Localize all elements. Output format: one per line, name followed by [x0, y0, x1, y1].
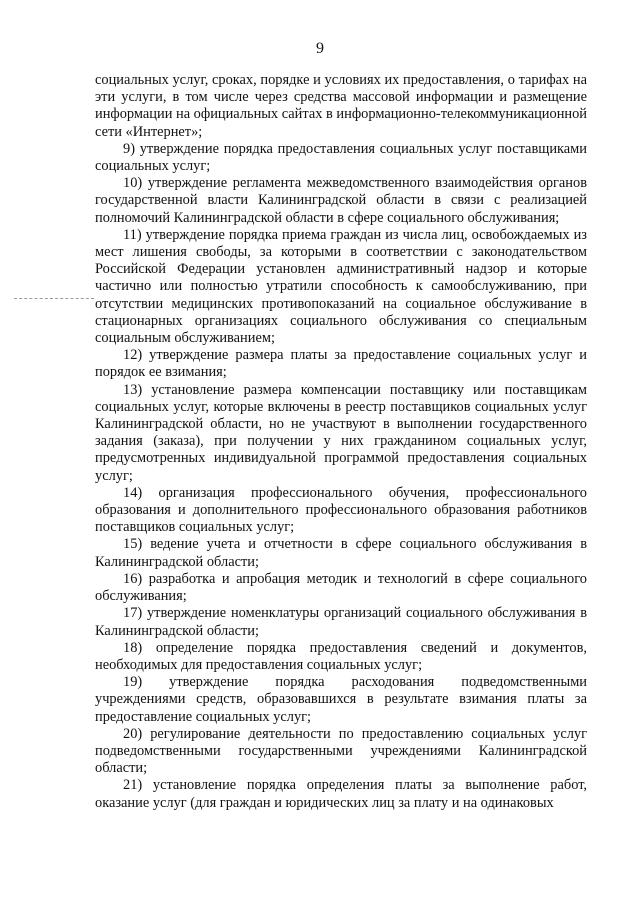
paragraph-item-14: 14) организация профессионального обучения, профессионального образования и дополнительного профессионального образования работников поставщиков социальных услуг; [95, 484, 587, 536]
paragraph-item-13: 13) установление размера компенсации поставщику или поставщикам социальных услуг, которые включены в реестр поставщиков социальных услуг Калининградской области, но не участвуют в выполнении государственного задания (заказа), при получении у них гражданином социальных услуг, предусмотренных индивидуальной программой предоставления социальных услуг; [95, 381, 587, 484]
paragraph-item-12: 12) утверждение размера платы за предоставление социальных услуг и порядок ее взимания; [95, 347, 587, 381]
paragraph-continuation: социальных услуг, сроках, порядке и условиях их предоставления, о тарифах на эти услуги, в том числе через средства массовой информации и размещение информации на официальных сайтах в информационно-телекоммуникационной сети «Интернет»; [95, 72, 587, 140]
paragraph-item-11: 11) утверждение порядка приема граждан из числа лиц, освобождаемых из мест лишения свободы, за которыми в соответствии с законодательством Российской Федерации установлен административный надзор и которые частично или полностью утратили способность к самообслуживанию, при отсутствии медицинских противопоказаний на социальное обслуживание в стационарных организациях социального обслуживания со специальным социальным обслуживанием; [95, 226, 587, 347]
margin-scan-mark [14, 298, 94, 299]
paragraph-item-18: 18) определение порядка предоставления сведений и документов, необходимых для предоставления социальных услуг; [95, 639, 587, 673]
paragraph-item-16: 16) разработка и апробация методик и технологий в сфере социального обслуживания; [95, 570, 587, 605]
page-number: 9 [316, 40, 324, 57]
paragraph-item-19: 19) утверждение порядка расходования подведомственными учреждениями средств, образовавшихся в результате взимания платы за предоставление социальных услуг; [95, 674, 587, 725]
paragraph-item-21: 21) установление порядка определения платы за выполнение работ, оказание услуг (для граждан и юридических лиц за плату и на одинаковых [95, 777, 587, 811]
paragraph-item-20: 20) регулирование деятельности по предоставлению социальных услуг подведомственными государственными учреждениями Калининградской области; [95, 725, 587, 777]
document-body [95, 72, 587, 812]
paragraph-item-10: 10) утверждение регламента межведомственного взаимодействия органов государственной власти Калининградской области в связи с реализацией полномочий Калининградской области в сфере социального обслуживания; [95, 175, 587, 226]
paragraph-item-15: 15) ведение учета и отчетности в сфере социального обслуживания в Калининградской области; [95, 536, 587, 570]
paragraph-item-9: 9) утверждение порядка предоставления социальных услуг поставщиками социальных услуг; [95, 140, 587, 175]
paragraph-item-17: 17) утверждение номенклатуры организаций социального обслуживания в Калининградской области; [95, 605, 587, 639]
